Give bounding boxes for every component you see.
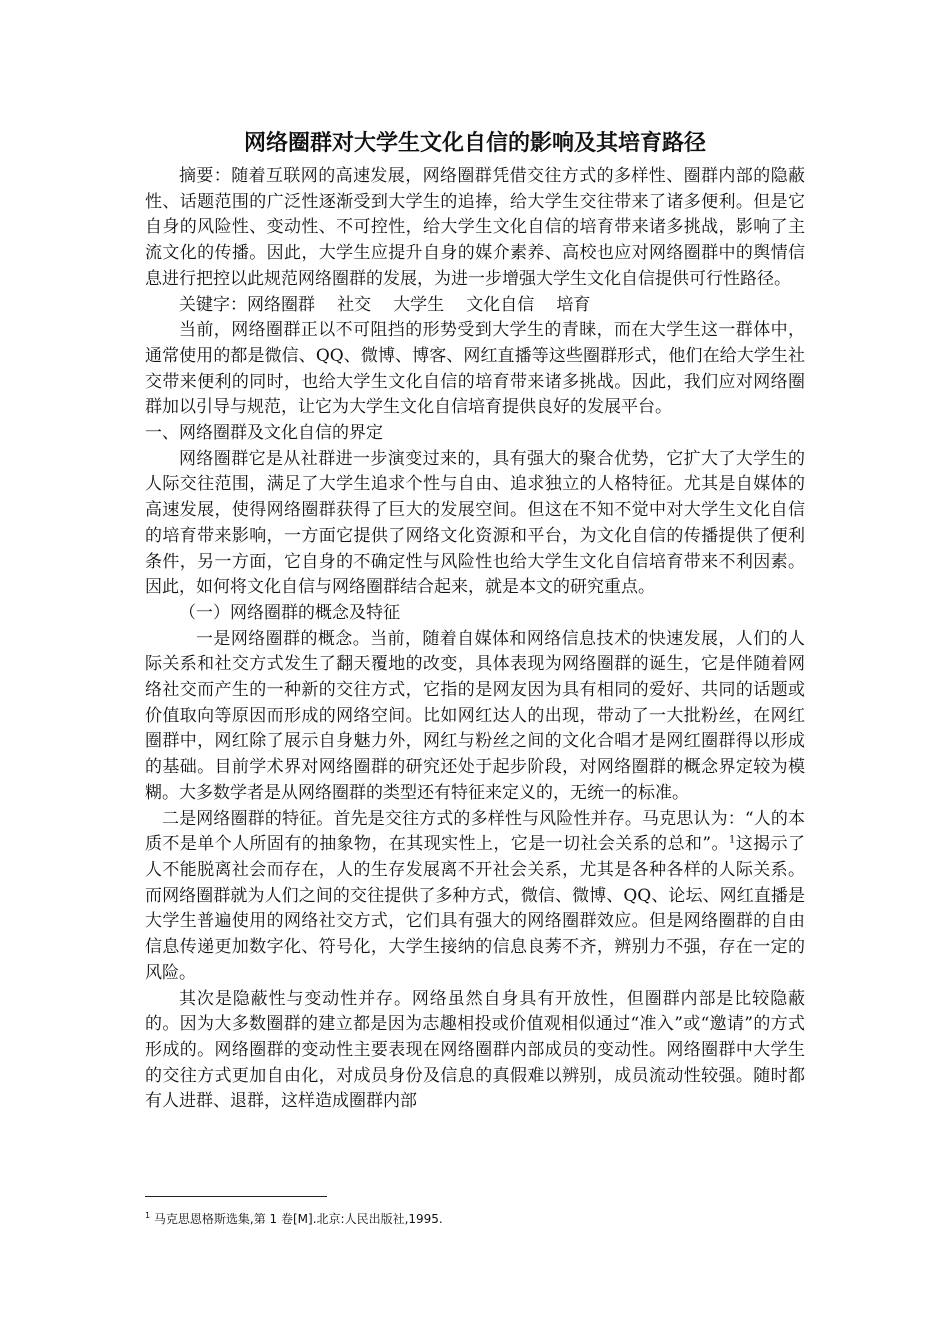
keyword: 大学生 [393, 294, 445, 315]
keyword: 社交 [337, 294, 372, 315]
subsection-heading: （一）网络圈群的概念及特征 [179, 602, 400, 623]
keyword: 网络圈群 [247, 294, 315, 315]
hidden-paragraph: 其次是隐蔽性与变动性并存。网络虽然自身具有开放性，但圈群内部是比较隐蔽的。因为大多数圈群的建立都是因为志趣相投或价值观相似通过“准入”或“邀请”的方式形成的。网络圈群的变动性主要表现在网络圈群内部成员的变动性。网络圈群中大学生的交往方式更加自由化，对成员身份及信息的真假难以辨别，成员流动性较强。随时都有人进群、退群，这样造成圈群内部 [145, 988, 805, 1112]
footnote [145, 1210, 805, 1228]
section-heading: 一、网络圈群及文化自信的界定 [145, 423, 383, 444]
abstract-paragraph: 摘要：随着互联网的高速发展，网络圈群凭借交往方式的多样性、圈群内部的隐蔽性、话题范围的广泛性逐渐受到大学生的追捧，给大学生交往带来了诸多便利。但是它自身的风险性、变动性、不可控性，给大学生文化自信的培育带来诸多挑战，影响了主流文化的传播。因此，大学生应提升自身的媒介素养、高校也应对网络圈群中的舆情信息进行把控以此规范网络圈群的发展，为进一步增强大学生文化自信提供可行性路径。 [145, 166, 805, 289]
features-text-after-note: 这揭示了人不能脱离社会而存在，人的生存发展离不开社会关系，尤其是各种各样的人际关系。而网络圈群就为人们之间的交往提供了多种方式，微信、微博、QQ、论坛、网红直播是大学生普遍使用的网络社交方式，它们具有强大的网络圈群效应。但是网络圈群的自由信息传递更加数字化、符号化，大学生接纳的信息良莠不齐，辨别力不强，存在一定的风险。 [145, 834, 805, 983]
footnote-reference[interactable]: 1 [728, 834, 736, 846]
document-title: 网络圈群对大学生文化自信的影响及其培育路径 [243, 130, 706, 156]
intro-paragraph: 当前，网络圈群正以不可阻挡的形势受到大学生的青睐，而在大学生这一群体中，通常使用的都是微信、QQ、微博、博客、网红直播等这些圈群形式，他们在给大学生社交带来便利的同时，也给大学生文化自信的培育带来诸多挑战。因此，我们应对网络圈群加以引导与规范，让它为大学生文化自信培育提供良好的发展平台。 [145, 320, 805, 418]
footnote-mark: 1 [145, 1211, 151, 1220]
features-paragraph [145, 807, 805, 987]
features-text-before-note: 二是网络圈群的特征。首先是交往方式的多样性与风险性并存。马克思认为：“人的本质不是单个人所固有的抽象物，在其现实性上，它是一切社会关系的总和”。 [145, 808, 805, 855]
concept-paragraph: 一是网络圈群的概念。当前，随着自媒体和网络信息技术的快速发展，人们的人际关系和社交方式发生了翻天覆地的改变，具体表现为网络圈群的诞生，它是伴随着网络社交而产生的一种新的交往方式，它指的是网友因为具有相同的爱好、共同的话题或价值取向等原因而形成的网络空间。比如网红达人的出现，带动了一大批粉丝，在网红圈群中，网红除了展示自身魅力外，网红与粉丝之间的文化合唱才是网红圈群得以形成的基础。目前学术界对网络圈群的研究还处于起步阶段，对网络圈群的概念界定较为模糊。大多数学者是从网络圈群的类型还有特征来定义的，无统一的标准。 [145, 628, 805, 803]
keywords-line [145, 293, 805, 319]
keyword: 文化自信 [466, 294, 535, 315]
keyword: 培育 [556, 294, 591, 315]
footnote-text: 马克思恩格斯选集,第 1 卷[M].北京:人民出版社,1995. [153, 1212, 443, 1226]
section-paragraph: 网络圈群它是从社群进一步演变过来的，具有强大的聚合优势，它扩大了大学生的人际交往范围，满足了大学生追求个性与自由、追求独立的人格特征。尤其是自媒体的高速发展，使得网络圈群获得了巨大的发展空间。但这在不知不觉中对大学生文化自信的培育带来影响，一方面它提供了网络文化资源和平台，为文化自信的传播提供了便利条件，另一方面，它自身的不确定性与风险性也给大学生文化自信培育带来不利因素。因此，如何将文化自信与网络圈群结合起来，就是本文的研究重点。 [145, 448, 805, 598]
keywords-label: 关键字： [179, 294, 247, 315]
document-body [145, 164, 805, 1115]
footnote-separator [145, 1196, 327, 1197]
